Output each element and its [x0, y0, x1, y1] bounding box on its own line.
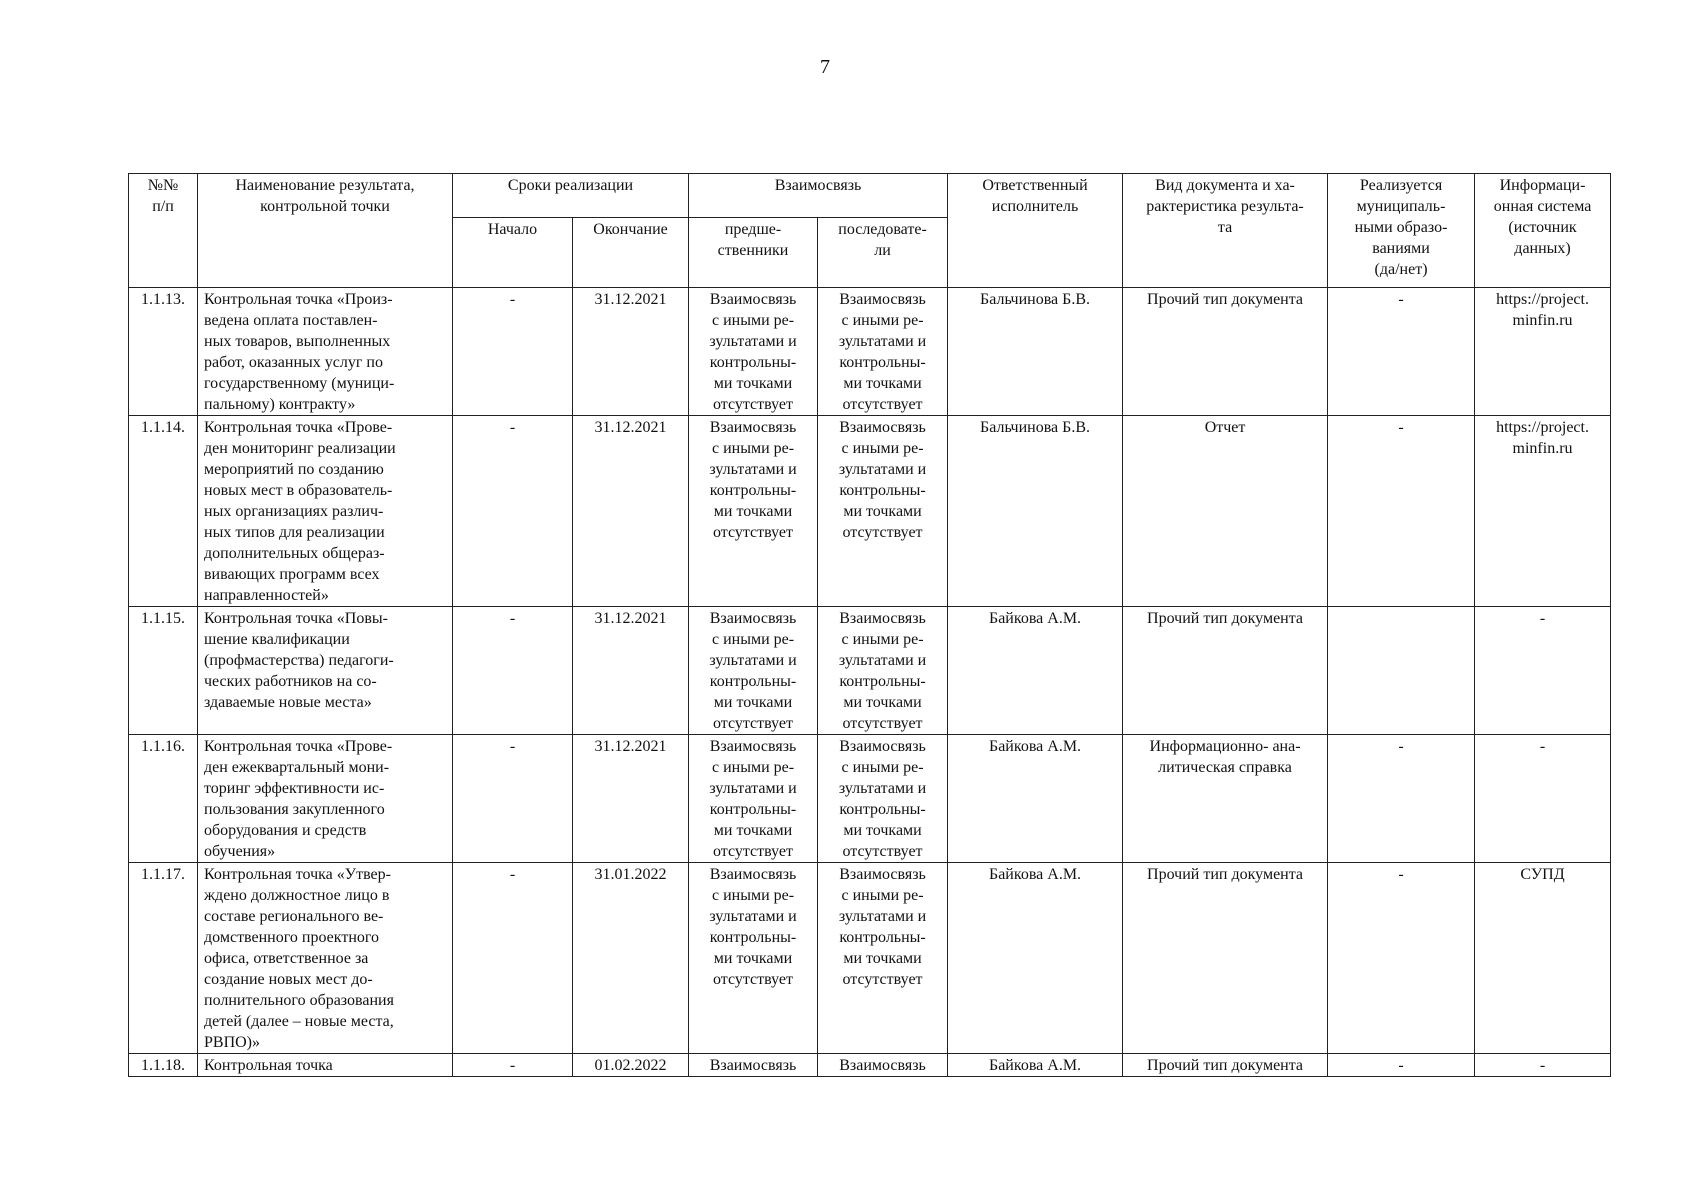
cell-predecessors: Взаимосвязь с иными ре- зультатами и контрольны- ми точками отсутствует: [689, 288, 818, 416]
cell-doc-type: Прочий тип документа: [1123, 288, 1328, 416]
cell-num: 1.1.13.: [129, 288, 198, 416]
cell-num: 1.1.15.: [129, 607, 198, 735]
cell-name: Контрольная точка «Повы- шение квалификации (профмастерства) педагоги- ческих работников на со- здаваемые новые места»: [198, 607, 453, 735]
header-municipal: Реализуется муниципаль- ными образо- ваниями (да/нет): [1328, 174, 1475, 288]
cell-doc-type: Прочий тип документа: [1123, 863, 1328, 1054]
header-end: Окончание: [573, 218, 689, 288]
cell-municipal: -: [1328, 288, 1475, 416]
cell-responsible: Байкова А.М.: [948, 735, 1123, 863]
cell-start: -: [453, 607, 573, 735]
cell-responsible: Байкова А.М.: [948, 607, 1123, 735]
cell-predecessors: Взаимосвязь: [689, 1054, 818, 1077]
cell-end: 31.12.2021: [573, 416, 689, 607]
cell-info-system: СУПД: [1475, 863, 1611, 1054]
cell-doc-type: Отчет: [1123, 416, 1328, 607]
header-doc-type: Вид документа и ха- рактеристика результа- та: [1123, 174, 1328, 288]
cell-info-system: -: [1475, 735, 1611, 863]
cell-name: Контрольная точка «Произ- ведена оплата поставлен- ных товаров, выполненных работ, оказанных услуг по государственному (муници- пальному) контракту»: [198, 288, 453, 416]
cell-responsible: Бальчинова Б.В.: [948, 288, 1123, 416]
page-number: 7: [820, 56, 830, 78]
cell-end: 31.12.2021: [573, 735, 689, 863]
table-row: [129, 1054, 1611, 1077]
cell-num: 1.1.18.: [129, 1054, 198, 1077]
header-responsible: Ответственный исполнитель: [948, 174, 1123, 288]
header-num: №№ п/п: [129, 174, 198, 288]
cell-predecessors: Взаимосвязь с иными ре- зультатами и контрольны- ми точками отсутствует: [689, 607, 818, 735]
cell-predecessors: Взаимосвязь с иными ре- зультатами и контрольны- ми точками отсутствует: [689, 735, 818, 863]
cell-responsible: Байкова А.М.: [948, 863, 1123, 1054]
cell-start: -: [453, 863, 573, 1054]
cell-doc-type: Прочий тип документа: [1123, 607, 1328, 735]
cell-name: Контрольная точка: [198, 1054, 453, 1077]
cell-name: Контрольная точка «Прове- ден мониторинг реализации мероприятий по созданию новых мест в образователь- ных организациях различ- ных типов для реализации дополнительных общераз- вивающих программ всех направленностей»: [198, 416, 453, 607]
cell-municipal: -: [1328, 1054, 1475, 1077]
cell-successors: Взаимосвязь с иными ре- зультатами и контрольны- ми точками отсутствует: [818, 735, 948, 863]
header-info-system: Информаци- онная система (источник данных): [1475, 174, 1611, 288]
table-row: [129, 863, 1611, 1054]
cell-predecessors: Взаимосвязь с иными ре- зультатами и контрольны- ми точками отсутствует: [689, 863, 818, 1054]
table-row: [129, 735, 1611, 863]
cell-successors: Взаимосвязь: [818, 1054, 948, 1077]
cell-info-system: https://project. minfin.ru: [1475, 288, 1611, 416]
cell-end: 01.02.2022: [573, 1054, 689, 1077]
cell-municipal: -: [1328, 735, 1475, 863]
control-points-table: [128, 173, 1611, 1077]
cell-municipal: -: [1328, 863, 1475, 1054]
header-relation: Взаимосвязь: [689, 174, 948, 218]
table-row: [129, 288, 1611, 416]
cell-num: 1.1.16.: [129, 735, 198, 863]
header-start: Начало: [453, 218, 573, 288]
cell-successors: Взаимосвязь с иными ре- зультатами и контрольны- ми точками отсутствует: [818, 607, 948, 735]
cell-successors: Взаимосвязь с иными ре- зультатами и контрольны- ми точками отсутствует: [818, 288, 948, 416]
cell-municipal: [1328, 607, 1475, 735]
cell-municipal: -: [1328, 416, 1475, 607]
cell-num: 1.1.17.: [129, 863, 198, 1054]
cell-info-system: https://project. minfin.ru: [1475, 416, 1611, 607]
cell-doc-type: Прочий тип документа: [1123, 1054, 1328, 1077]
cell-start: -: [453, 1054, 573, 1077]
cell-start: -: [453, 416, 573, 607]
cell-responsible: Байкова А.М.: [948, 1054, 1123, 1077]
cell-successors: Взаимосвязь с иными ре- зультатами и контрольны- ми точками отсутствует: [818, 863, 948, 1054]
cell-name: Контрольная точка «Утвер- ждено должностное лицо в составе регионального ве- домственного проектного офиса, ответственное за создание новых мест до- полнительного образования детей (далее – новые места, РВПО)»: [198, 863, 453, 1054]
header-terms: Сроки реализации: [453, 174, 689, 218]
cell-successors: Взаимосвязь с иными ре- зультатами и контрольны- ми точками отсутствует: [818, 416, 948, 607]
cell-start: -: [453, 288, 573, 416]
cell-responsible: Бальчинова Б.В.: [948, 416, 1123, 607]
header-successors: последовате- ли: [818, 218, 948, 288]
cell-end: 31.01.2022: [573, 863, 689, 1054]
cell-num: 1.1.14.: [129, 416, 198, 607]
cell-end: 31.12.2021: [573, 288, 689, 416]
table-row: [129, 416, 1611, 607]
cell-name: Контрольная точка «Прове- ден ежеквартальный мони- торинг эффективности ис- пользования закупленного оборудования и средств обучения»: [198, 735, 453, 863]
cell-info-system: -: [1475, 1054, 1611, 1077]
cell-start: -: [453, 735, 573, 863]
cell-predecessors: Взаимосвязь с иными ре- зультатами и контрольны- ми точками отсутствует: [689, 416, 818, 607]
cell-info-system: -: [1475, 607, 1611, 735]
table-row: [129, 607, 1611, 735]
header-predecessors: предше- ственники: [689, 218, 818, 288]
cell-end: 31.12.2021: [573, 607, 689, 735]
cell-doc-type: Информационно- ана- литическая справка: [1123, 735, 1328, 863]
header-name: Наименование результата, контрольной точки: [198, 174, 453, 288]
